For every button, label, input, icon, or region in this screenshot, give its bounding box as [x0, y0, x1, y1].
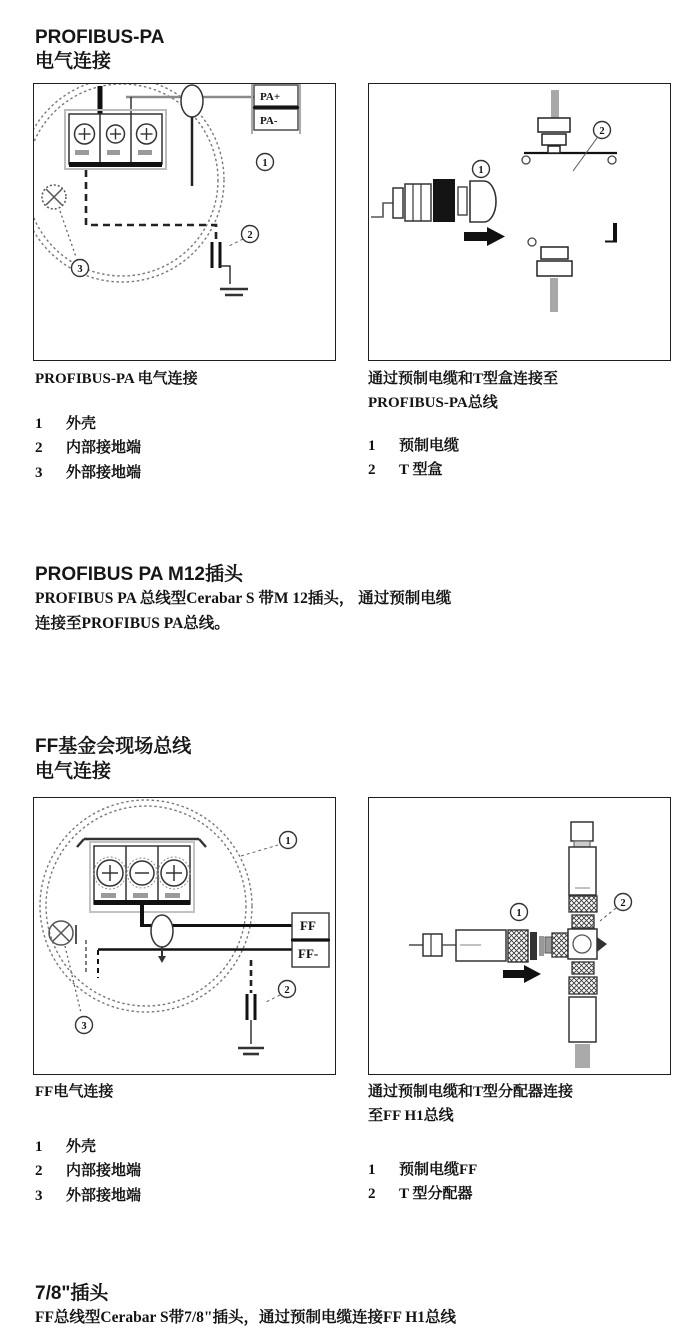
figure3-caption: FF电气连接 [35, 1084, 114, 1100]
direction-arrow [464, 227, 505, 246]
cable-gland [181, 85, 203, 117]
t-distributor [545, 822, 607, 1068]
figure4-legend [368, 1158, 477, 1207]
figure-profibus-wiring [33, 83, 336, 361]
legend-label: 预制电缆FF [399, 1162, 478, 1178]
legend-num: 2 [368, 1186, 376, 1203]
legend-label: 外部接地端 [66, 464, 142, 481]
section2-body-line2: 连接至PROFIBUS PA总线。 [35, 615, 230, 632]
prefab-cable-connector [409, 930, 544, 962]
legend-label: 外壳 [66, 1139, 97, 1155]
legend-item [368, 458, 459, 482]
legend-num: 1 [368, 1162, 376, 1178]
callout-2 [227, 226, 259, 248]
callout-2 [600, 894, 632, 922]
figure2-caption-line2: PROFIBUS-PA总线 [368, 395, 498, 411]
profibus-pa-tbox-diagram [369, 84, 670, 360]
external-ground [42, 185, 76, 257]
legend-label: 内部接地端 [66, 440, 142, 457]
figure-profibus-tbox [368, 83, 671, 361]
callout-1 [241, 832, 297, 857]
svg-text:3: 3 [81, 1021, 87, 1032]
callout-1 [511, 904, 528, 921]
legend-label: 外部接地端 [66, 1187, 142, 1204]
legend-num: 1 [35, 416, 43, 432]
legend-num: 1 [35, 1139, 43, 1155]
terminal-marks [75, 150, 152, 155]
svg-text:2: 2 [599, 126, 605, 137]
callout-3 [72, 260, 89, 277]
housing-circle [40, 800, 252, 1012]
legend-label: 内部接地端 [66, 1163, 142, 1180]
svg-text:1: 1 [262, 158, 268, 169]
callout-2 [266, 981, 296, 1003]
section1-subtitle: 电气连接 [35, 51, 112, 72]
legend-label: 外壳 [66, 416, 97, 432]
callout-2 [573, 122, 611, 172]
section1-title: PROFIBUS-PA [35, 27, 165, 48]
svg-text:1: 1 [516, 908, 522, 919]
figure4-caption-line2: 至FF H1总线 [368, 1108, 454, 1124]
svg-text:1: 1 [285, 836, 291, 847]
legend-num: 2 [35, 440, 43, 457]
ff-plus-label: FF [300, 918, 316, 933]
section4-title: 7/8"插头 [35, 1283, 109, 1304]
legend-label: 预制电缆 [399, 438, 460, 454]
prefab-cable-connector [371, 179, 496, 222]
legend-item [368, 434, 459, 458]
section4-body: FF总线型Cerabar S带7/8"插头，通过预制电缆连接FF H1总线 [35, 1309, 457, 1326]
legend-num: 3 [35, 1187, 43, 1204]
section3-title: FF基金会现场总线 [35, 736, 192, 757]
legend-item [35, 1135, 141, 1159]
ground-mark [605, 223, 617, 242]
legend-label: T 型盒 [399, 462, 443, 479]
legend-item [368, 1182, 477, 1206]
bus-wiring [98, 905, 292, 978]
profibus-pa-wiring-diagram [34, 84, 335, 360]
callout-1 [257, 154, 274, 171]
svg-text:2: 2 [247, 230, 253, 241]
legend-item [35, 1184, 141, 1208]
terminal-marks [101, 893, 180, 898]
figure4-caption-line1: 通过预制电缆和T型分配器连接 [368, 1084, 574, 1100]
section2-body-line1: PROFIBUS PA 总线型Cerabar S 带M 12插头， 通过预制电缆 [35, 590, 452, 607]
bus-terminal-labels [252, 84, 300, 134]
callout-1 [473, 161, 490, 178]
svg-text:2: 2 [284, 985, 290, 996]
ff-wiring-diagram [34, 798, 335, 1074]
section2-title: PROFIBUS PA M12插头 [35, 564, 243, 585]
legend-item [368, 1158, 477, 1182]
internal-ground [86, 170, 248, 295]
legend-num: 3 [35, 464, 43, 481]
figure3-legend [35, 1135, 141, 1208]
internal-ground [238, 960, 264, 1054]
figure-ff-tdistributor [368, 797, 671, 1075]
section3-subtitle: 电气连接 [35, 761, 112, 782]
legend-num: 1 [368, 438, 376, 454]
figure2-caption-line1: 通过预制电缆和T型盒连接至 [368, 371, 559, 387]
callout-3 [76, 1017, 93, 1034]
terminal-block [65, 110, 166, 169]
figure1-legend [35, 412, 141, 485]
legend-item [35, 461, 141, 485]
ff-tdistributor-diagram [369, 798, 670, 1074]
legend-label: T 型分配器 [399, 1186, 473, 1203]
direction-arrow [503, 965, 541, 983]
figure2-legend [368, 434, 459, 483]
legend-item [35, 412, 141, 436]
legend-item [35, 436, 141, 460]
pa-plus-label: PA+ [260, 91, 281, 103]
external-ground [49, 921, 86, 1013]
bus-terminal-labels [291, 913, 330, 967]
svg-text:2: 2 [620, 898, 626, 909]
legend-num: 2 [35, 1163, 43, 1180]
svg-text:1: 1 [478, 165, 484, 176]
legend-item [35, 1159, 141, 1183]
figure1-caption: PROFIBUS-PA 电气连接 [35, 371, 198, 387]
svg-text:3: 3 [77, 264, 83, 275]
ff-minus-label: FF- [298, 946, 319, 961]
legend-num: 2 [368, 462, 376, 479]
cable-gland [151, 915, 173, 947]
terminal-block [90, 842, 194, 912]
pa-minus-label: PA- [260, 115, 278, 127]
figure-ff-wiring [33, 797, 336, 1075]
